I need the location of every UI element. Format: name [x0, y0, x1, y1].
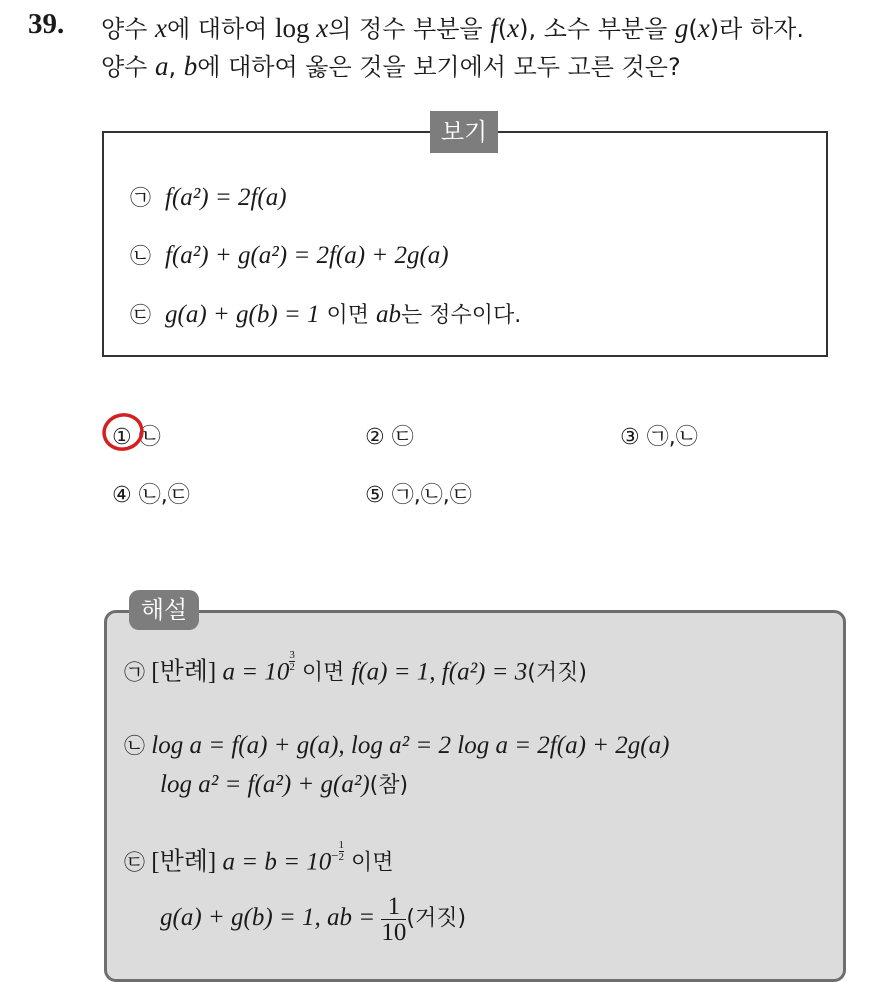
solution-item-2b: log a² = f(a²) + g(a²)(참)	[160, 771, 409, 798]
solution-item-2a: ㉡ log a = f(a) + g(a), log a² = 2 log a = 2f(a) + 2g(a)	[124, 732, 670, 759]
question-line-1: 양수 x에 대하여 log x의 정수 부분을 f(x), 소수 부분을 g(x)라 하자.	[101, 13, 804, 43]
bogi-item-2: ㉡ f(a²) + g(a²) = 2f(a) + 2g(a)	[130, 242, 449, 269]
bogi-tag: 보기	[430, 111, 498, 153]
solution-tag: 해설	[129, 590, 199, 630]
choice-5[interactable]: ⑤ ㉠,㉡,㉢	[365, 483, 472, 508]
choice-3[interactable]: ③ ㉠,㉡	[620, 425, 698, 450]
question-number: 39.	[28, 8, 65, 40]
choice-2[interactable]: ② ㉢	[365, 425, 414, 450]
selection-circle-icon	[100, 409, 148, 455]
solution-item-3a: ㉢ [반례] a = b = 10− $\frac{1}{2}$ 이면	[124, 839, 394, 876]
choice-1[interactable]: ① ㉡	[112, 425, 161, 450]
bogi-item-3: ㉢ g(a) + g(b) = 1 이면 ab는 정수이다.	[130, 301, 522, 328]
bogi-item-1: ㉠ f(a²) = 2f(a)	[130, 184, 287, 211]
question-line-2: 양수 a, b에 대하여 옳은 것을 보기에서 모두 고른 것은?	[101, 51, 681, 81]
solution-item-3b: g(a) + g(b) = 1, ab = $\frac{1}{10}$ (거짓)	[160, 893, 467, 946]
choice-4[interactable]: ④ ㉡,㉢	[112, 483, 190, 508]
solution-item-1: ㉠ [반례] a = 10 $\frac{3}{2}$ 이면 f(a) = 1, f(a²) = 3(거짓)	[124, 649, 587, 686]
